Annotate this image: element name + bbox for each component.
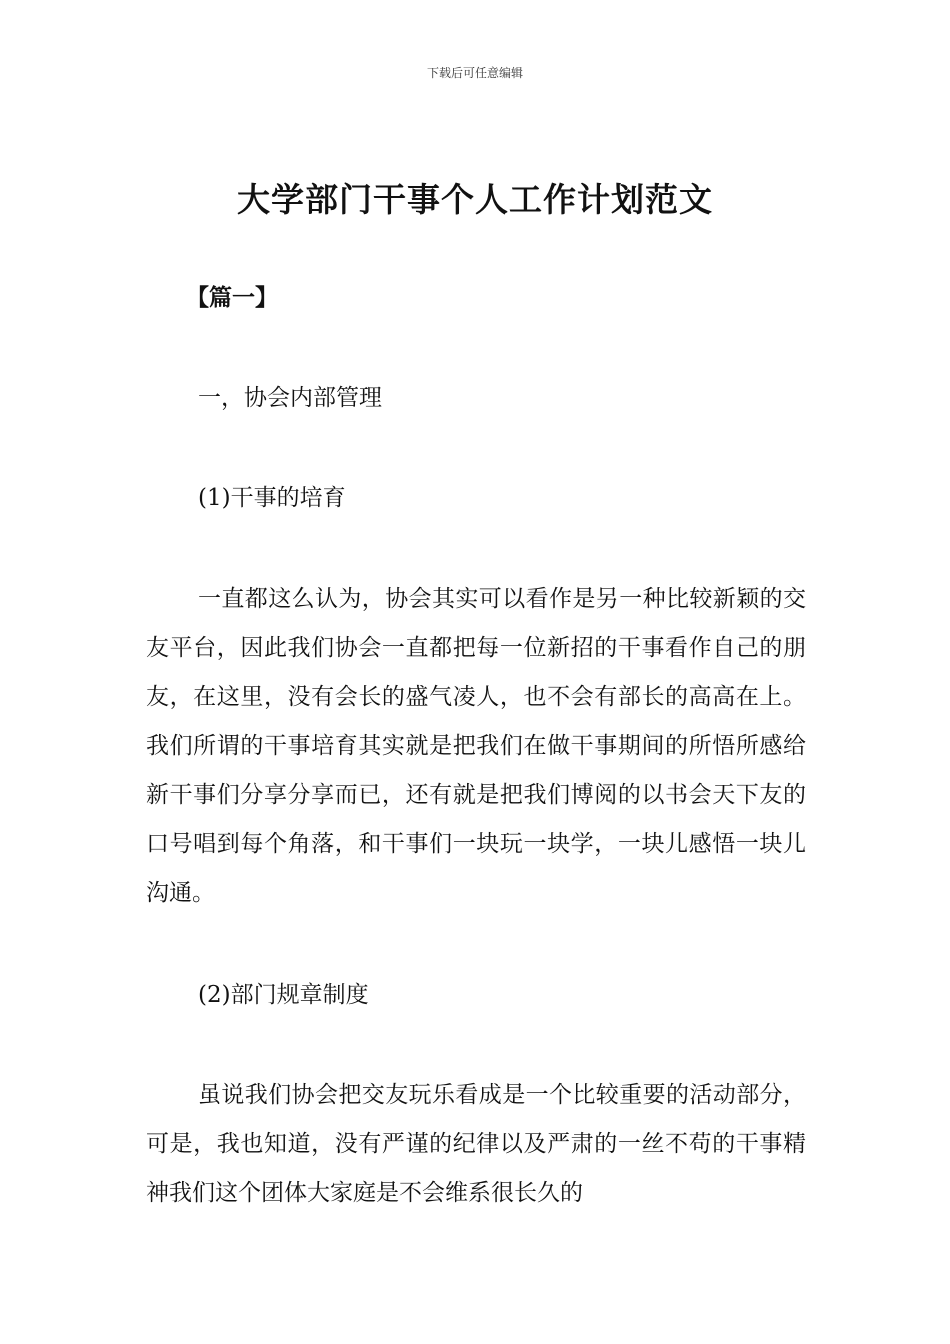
paragraph-rules: 虽说我们协会把交友玩乐看成是一个比较重要的活动部分，可是，我也知道，没有严谨的纪律以及严肃的一丝不苟的干事精神我们这个团体大家庭是不会维系很长久的 [146,1082,806,1206]
section-label: 【篇一】 [186,285,278,311]
document-title: 大学部门干事个人工作计划范文 [237,180,713,219]
paragraph-staff-training: 一直都这么认为，协会其实可以看作是另一种比较新颖的交友平台，因此我们协会一直都把每一位新招的干事看作自己的朋友，在这里，没有会长的盛气凌人，也不会有部长的高高在上。我们所谓的干事培育其实就是把我们在做干事期间的所悟所感给新干事们分享分享而已，还有就是把我们博阅的以书会天下友的口号唱到每个角落，和干事们一块玩一块学，一块儿感悟一块儿沟通。 [146,586,806,906]
heading-internal-management: 一，协会内部管理 [198,385,382,411]
subheading-staff-training: (1)干事的培育 [198,485,346,511]
header-note: 下载后可任意编辑 [426,66,523,80]
subheading-rules: (2)部门规章制度 [198,982,369,1008]
